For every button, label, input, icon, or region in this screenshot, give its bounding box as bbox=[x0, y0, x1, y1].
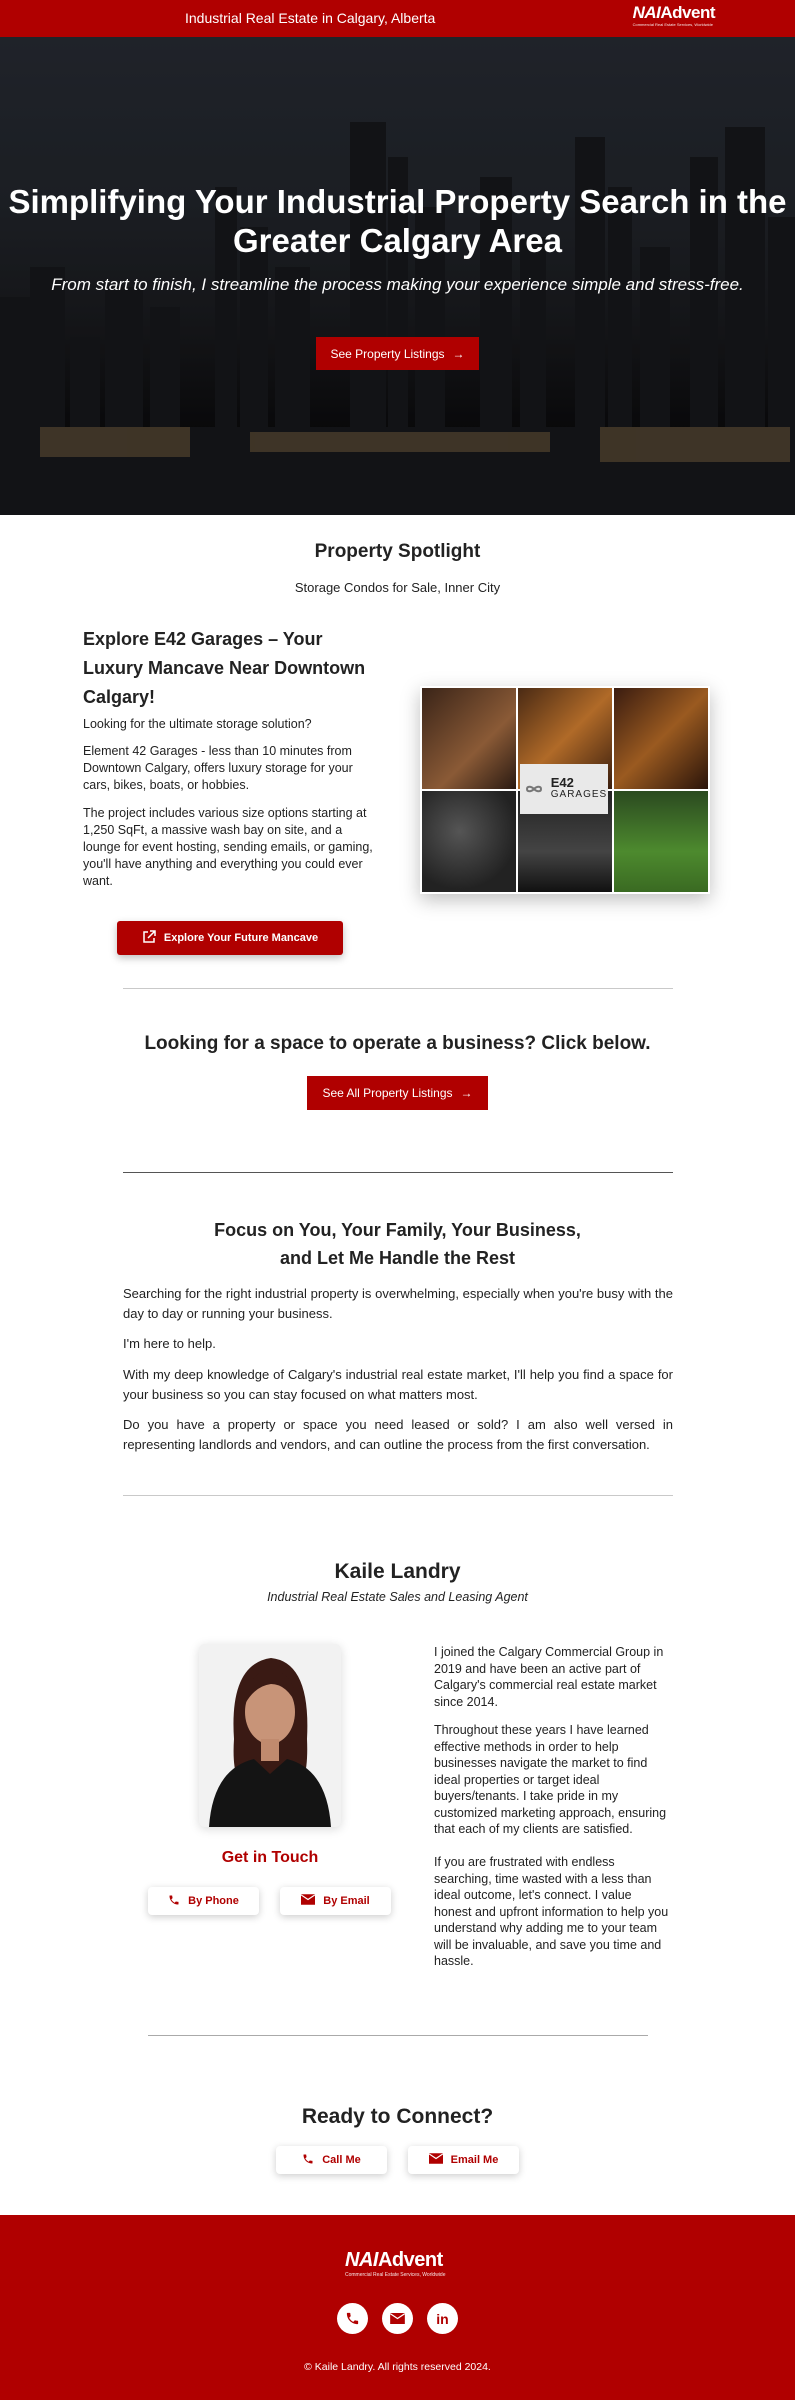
see-all-property-listings-label: See All Property Listings bbox=[322, 1086, 453, 1100]
e42-logo-sub: GARAGES bbox=[550, 789, 608, 800]
divider bbox=[148, 2035, 648, 2036]
focus-title bbox=[0, 1216, 795, 1272]
spotlight-subtitle: Storage Condos for Sale, Inner City bbox=[294, 580, 501, 595]
focus-paragraph: With my deep knowledge of Calgary's industrial real estate market, I'll help you find a space for your business so you can stay focused on what matters most. bbox=[123, 1367, 673, 1402]
e42-garages-image[interactable] bbox=[420, 686, 710, 894]
focus-paragraph: Searching for the right industrial property is overwhelming, especially when you're busy with the day to day or running your business. bbox=[123, 1286, 673, 1321]
agent-bio-paragraph: If you are frustrated with endless searching, time wasted with a less than ideal outcome, let's connect. I value honest and upfront information to help you understand why adding me to your team will be invaluable, and save you time and hassle. bbox=[434, 1855, 669, 1968]
e42-garages-logo bbox=[520, 764, 608, 814]
e42-paragraph: Looking for the ultimate storage solution? bbox=[83, 717, 312, 731]
ready-title: Ready to Connect? bbox=[301, 2105, 494, 2128]
footer-logo-sub: Commercial Real Estate Services, Worldwide bbox=[345, 2272, 446, 2278]
by-phone-button[interactable] bbox=[148, 1887, 259, 1915]
phone-icon bbox=[168, 1894, 180, 1909]
by-email-label: By Email bbox=[323, 1895, 370, 1907]
footer-logo-word: Advent bbox=[377, 2249, 443, 2271]
explore-mancave-label: Explore Your Future Mancave bbox=[163, 932, 319, 944]
hero-banner bbox=[0, 37, 795, 515]
focus-title-line1: Focus on You, Your Family, Your Business, bbox=[214, 1220, 581, 1240]
see-all-property-listings-button[interactable] bbox=[307, 1076, 488, 1110]
logo-sub: Commercial Real Estate Services, Worldwide bbox=[632, 22, 713, 27]
e42-paragraph: The project includes various size options starting at 1,250 SqFt, a massive wash bay on site, and a lounge for event hosting, sending emails, or gaming, you'll have anything and everything you could ever want. bbox=[83, 806, 373, 888]
collage-bar-photo bbox=[614, 688, 708, 789]
hero-title: Simplifying Your Industrial Property Search in the Greater Calgary Area bbox=[8, 183, 787, 259]
agent-portrait bbox=[199, 1644, 341, 1827]
footer-copyright: © Kaile Landry. All rights reserved 2024. bbox=[304, 2361, 491, 2373]
external-link-icon bbox=[142, 930, 156, 947]
agent-name: Kaile Landry bbox=[334, 1560, 461, 1583]
call-me-label: Call Me bbox=[322, 2154, 361, 2166]
email-me-button[interactable] bbox=[408, 2146, 519, 2174]
looking-title: Looking for a space to operate a business? Click below. bbox=[144, 1033, 651, 1054]
hero-subtitle: From start to finish, I streamline the process making your experience simple and stress-free. bbox=[51, 275, 744, 294]
agent-bio-paragraph: Throughout these years I have learned effective methods in order to help businesses navigate the market to find ideal properties or target ideal buyers/tenants. I take pride in my customized marketing approach, ensuring that each of my clients are satisfied. bbox=[434, 1723, 667, 1836]
collage-golf-photo bbox=[614, 791, 708, 892]
call-me-button[interactable] bbox=[276, 2146, 387, 2174]
get-in-touch-heading: Get in Touch bbox=[221, 1849, 319, 1866]
footer-email-icon[interactable] bbox=[382, 2303, 413, 2334]
collage-wheel-photo bbox=[422, 791, 516, 892]
envelope-icon bbox=[301, 1894, 315, 1908]
footer-logo-nai: NAI bbox=[345, 2249, 378, 2271]
phone-icon bbox=[302, 2153, 314, 2168]
arrow-right-icon: → bbox=[452, 346, 465, 361]
focus-paragraph: Do you have a property or space you need leased or sold? I am also well versed in representing landlords and vendors, and can outline the process from the first conversation. bbox=[123, 1417, 673, 1452]
agent-role: Industrial Real Estate Sales and Leasing Agent bbox=[267, 1590, 528, 1604]
arrow-right-icon: → bbox=[460, 1086, 473, 1100]
infinity-icon bbox=[521, 782, 547, 796]
footer bbox=[0, 2215, 795, 2400]
see-property-listings-label: See Property Listings bbox=[330, 346, 445, 361]
focus-title-line2: and Let Me Handle the Rest bbox=[279, 1248, 516, 1268]
email-me-label: Email Me bbox=[450, 2154, 499, 2166]
e42-paragraph: Element 42 Garages - less than 10 minutes from Downtown Calgary, offers luxury storage for your cars, bikes, boats, or hobbies. bbox=[83, 744, 353, 792]
collage-drink-photo bbox=[422, 688, 516, 789]
top-bar bbox=[0, 0, 795, 37]
footer-linkedin-icon[interactable]: in bbox=[427, 2303, 458, 2334]
spotlight-title: Property Spotlight bbox=[314, 541, 481, 562]
see-property-listings-button[interactable] bbox=[316, 337, 479, 370]
envelope-icon bbox=[429, 2153, 443, 2167]
divider bbox=[123, 1172, 673, 1173]
e42-heading: Explore E42 Garages – Your Luxury Mancave Near Downtown Calgary! bbox=[83, 629, 366, 707]
explore-mancave-button[interactable] bbox=[117, 921, 343, 955]
e42-logo-main: E42 bbox=[550, 775, 574, 790]
logo-nai: NAI bbox=[632, 3, 661, 22]
divider bbox=[123, 988, 673, 989]
footer-logo[interactable] bbox=[345, 2249, 446, 2278]
nai-advent-logo[interactable] bbox=[633, 4, 715, 28]
agent-bio-paragraph: I joined the Calgary Commercial Group in 2019 and have been an active part of Calgary's commercial real estate market since 2014. bbox=[434, 1645, 664, 1709]
by-email-button[interactable] bbox=[280, 1887, 391, 1915]
top-tagline: Industrial Real Estate in Calgary, Alberta bbox=[185, 10, 436, 26]
logo-word: Advent bbox=[660, 3, 715, 22]
footer-phone-icon[interactable] bbox=[337, 2303, 368, 2334]
divider bbox=[123, 1495, 673, 1496]
focus-paragraph: I'm here to help. bbox=[123, 1336, 216, 1351]
by-phone-label: By Phone bbox=[188, 1895, 239, 1907]
